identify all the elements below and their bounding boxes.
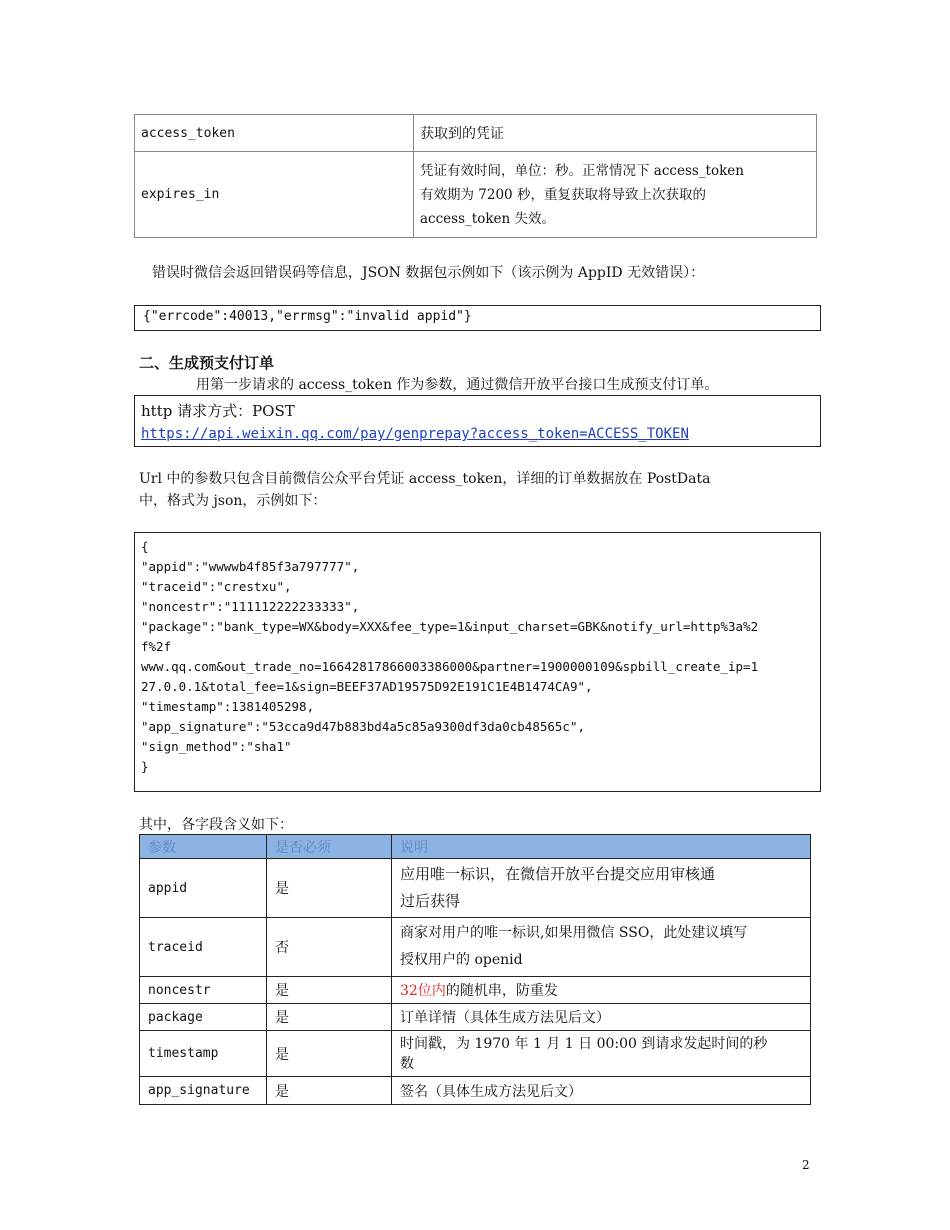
error-note: 错误时微信会返回错误码等信息，JSON 数据包示例如下（该示例为 AppID 无效错误）： <box>152 265 705 281</box>
table-row <box>140 977 811 1004</box>
table-row <box>140 859 811 918</box>
param-cell: timestamp <box>140 1031 267 1077</box>
code-line: "app_signature":"53cca9d47b883bd4a5c85a9300df3da0cb48565c", <box>141 719 586 734</box>
code-line: "appid":"wwwwb4f85f3a797777", <box>141 559 360 574</box>
code-line: www.qq.com&out_trade_no=16642817866003386000&partner=1900000109&spbill_create_ip=1 <box>141 659 759 674</box>
url-desc-line: 中，格式为 json，示例如下： <box>139 493 327 509</box>
desc-cell <box>392 1031 811 1077</box>
required-cell: 是 <box>267 1031 392 1077</box>
table-row <box>140 1004 811 1031</box>
fields-intro: 其中，各字段含义如下： <box>139 817 293 833</box>
required-cell: 是 <box>267 1077 392 1105</box>
desc-line: 应用唯一标识，在微信开放平台提交应用审核通 <box>400 865 716 883</box>
param-cell: expires_in <box>135 152 414 238</box>
section-heading: 二、生成预支付订单 <box>139 354 275 372</box>
desc-text: 的随机串，防重发 <box>445 983 558 999</box>
http-method: http 请求方式：POST <box>141 402 295 420</box>
section-intro: 用第一步请求的 access_token 作为参数，通过微信开放平台接口生成预支付订单。 <box>196 377 719 393</box>
http-request-box <box>134 395 821 447</box>
table-row <box>140 1031 811 1077</box>
desc-line: 商家对用户的唯一标识,如果用微信 SSO，此处建议填写 <box>400 925 748 941</box>
json-code <box>141 537 814 777</box>
table-row <box>140 1077 811 1105</box>
json-example-box <box>134 532 821 792</box>
code-line: "traceid":"crestxu", <box>141 579 292 594</box>
desc-cell: 订单详情（具体生成方法见后文） <box>392 1004 811 1031</box>
error-example: {"errcode":40013,"errmsg":"invalid appid"} <box>143 309 472 324</box>
desc-cell <box>392 918 811 977</box>
code-line: { <box>141 539 149 554</box>
code-line: } <box>141 759 149 774</box>
page-number: 2 <box>802 1158 810 1172</box>
required-cell: 否 <box>267 918 392 977</box>
desc-cell <box>392 859 811 918</box>
url-desc <box>139 468 710 512</box>
required-cell: 是 <box>267 977 392 1004</box>
code-line: "timestamp":1381405298, <box>141 699 315 714</box>
table-header-row <box>140 835 811 859</box>
code-line: "package":"bank_type=WX&body=XXX&fee_type=1&input_charset=GBK&notify_url=http%3a%2 <box>141 619 759 634</box>
desc-cell <box>414 152 817 238</box>
required-cell: 是 <box>267 859 392 918</box>
desc-cell <box>392 977 811 1004</box>
header-desc: 说明 <box>392 835 811 859</box>
desc-line: access_token 失效。 <box>420 210 555 227</box>
param-cell: traceid <box>140 918 267 977</box>
code-line: 27.0.0.1&total_fee=1&sign=BEEF37AD19575D92E191C1E4B1474CA9", <box>141 679 593 694</box>
param-cell: app_signature <box>140 1077 267 1105</box>
param-cell: access_token <box>135 115 414 152</box>
desc-line: 凭证有效时间，单位：秒。正常情况下 access_token <box>420 162 744 179</box>
table-row <box>135 152 817 238</box>
header-required: 是否必须 <box>267 835 392 859</box>
param-cell: package <box>140 1004 267 1031</box>
param-cell: noncestr <box>140 977 267 1004</box>
fields-table <box>139 834 811 1105</box>
desc-line: 授权用户的 openid <box>400 952 523 968</box>
code-line: f%2f <box>141 639 172 654</box>
desc-highlight: 32位内 <box>400 983 446 999</box>
table-row <box>135 115 817 152</box>
param-cell: appid <box>140 859 267 918</box>
api-url-link[interactable]: https://api.weixin.qq.com/pay/genprepay?access_token=ACCESS_TOKEN <box>141 426 689 442</box>
header-param: 参数 <box>140 835 267 859</box>
table-row <box>140 918 811 977</box>
desc-line: 过后获得 <box>400 892 461 910</box>
token-response-table <box>134 114 817 238</box>
code-line: "sign_method":"sha1" <box>141 739 292 754</box>
url-desc-line: Url 中的参数只包含目前微信公众平台凭证 access_token，详细的订单数据放在 PostData <box>139 471 711 487</box>
code-line: "noncestr":"111112222233333", <box>141 599 360 614</box>
desc-line: 时间戳，为 1970 年 1 月 1 日 00:00 到请求发起时间的秒 <box>400 1035 768 1052</box>
error-example-box <box>134 305 821 331</box>
required-cell: 是 <box>267 1004 392 1031</box>
desc-cell: 获取到的凭证 <box>414 115 817 152</box>
desc-line: 有效期为 7200 秒，重复获取将导致上次获取的 <box>420 186 706 203</box>
desc-cell: 签名（具体生成方法见后文） <box>392 1077 811 1105</box>
desc-line: 数 <box>400 1055 414 1072</box>
